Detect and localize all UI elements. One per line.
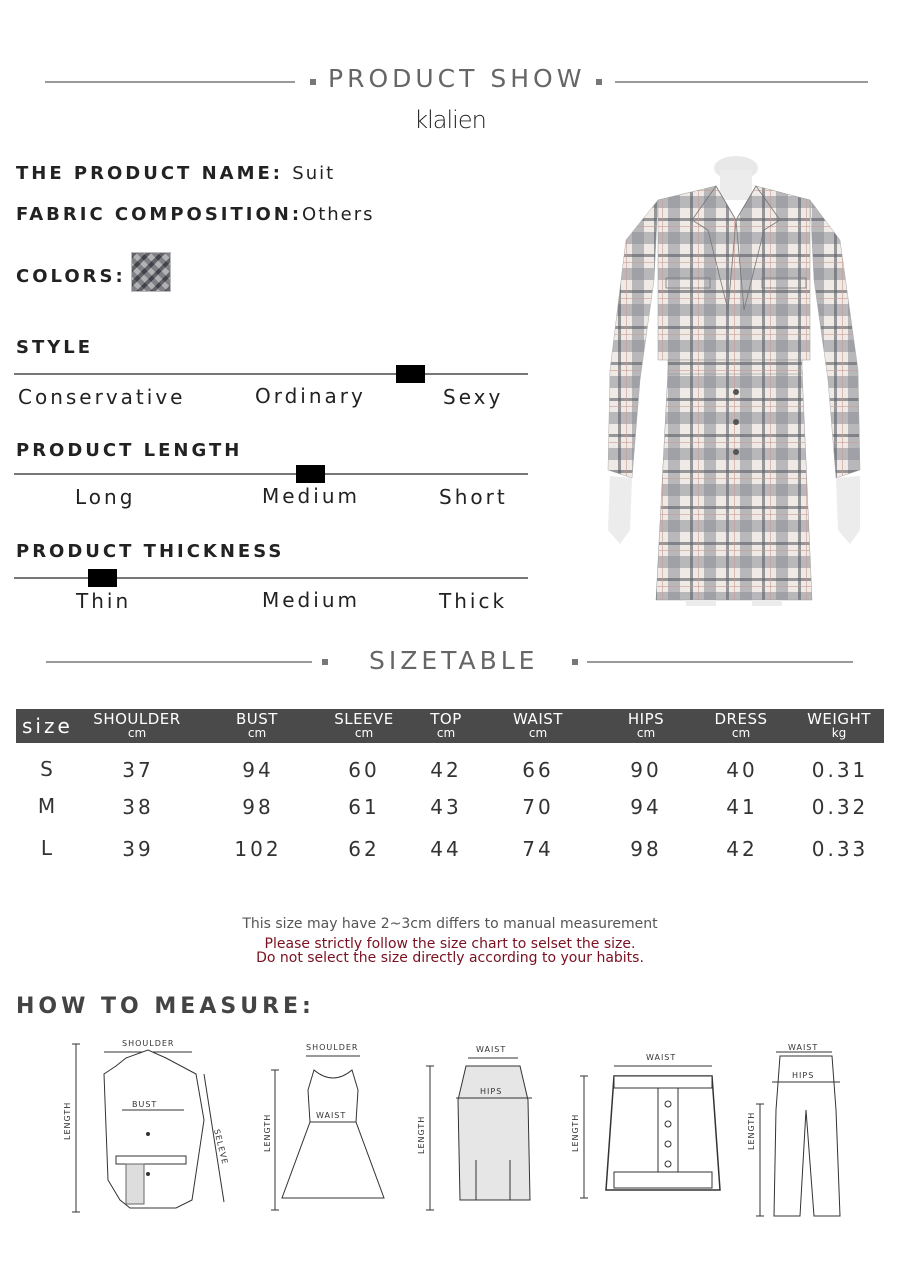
dress-measure-diagram	[260, 1030, 390, 1230]
table-cell: 44	[430, 837, 462, 861]
size-note-warning-2: Do not select the size directly according to your habits.	[256, 950, 644, 966]
length-label-long: Long	[75, 485, 136, 509]
col-header-shoulder: SHOULDER cm	[93, 710, 181, 740]
thickness-scale-title: PRODUCT THICKNESS	[16, 541, 285, 562]
length-label-medium: Medium	[262, 484, 360, 508]
dress-waist-label: WAIST	[316, 1111, 347, 1120]
jacket-shoulder-label: SHOULDER	[122, 1039, 175, 1048]
jacket-length-label: LENGTH	[63, 1101, 72, 1140]
section-title: PRODUCT SHOW	[328, 64, 586, 93]
sizetable-dot-right	[572, 659, 578, 665]
thickness-label-thick: Thick	[439, 589, 508, 613]
skirt-measure-diagram	[410, 1030, 550, 1230]
pants-measure-diagram	[748, 1030, 868, 1230]
table-cell: 90	[630, 758, 662, 782]
col-header-bust: BUST cm	[236, 710, 278, 740]
sizetable-rule-right	[587, 661, 853, 663]
header-rule-right	[615, 81, 868, 83]
size-column-header: size	[22, 714, 73, 738]
shorts-measure-diagram	[570, 1030, 730, 1230]
table-cell: 42	[430, 758, 462, 782]
shorts-length-label: LENGTH	[571, 1113, 580, 1152]
table-cell: 41	[726, 795, 758, 819]
table-cell: 0.33	[811, 837, 869, 861]
header-dot-left	[310, 79, 316, 85]
product-photo	[596, 160, 872, 606]
table-cell: 66	[522, 758, 554, 782]
style-label-sexy: Sexy	[443, 385, 504, 409]
fabric-row	[16, 204, 375, 225]
table-cell: 74	[522, 837, 554, 861]
thickness-scale-marker	[88, 569, 117, 587]
col-header-hips: HIPS cm	[627, 710, 665, 740]
style-scale-title: STYLE	[16, 337, 94, 358]
fabric-label: FABRIC COMPOSITION:	[16, 204, 303, 225]
table-cell: 38	[122, 795, 154, 819]
sizetable-title: SIZETABLE	[369, 646, 539, 675]
size-note-warning-1: Please strictly follow the size chart to selset the size.	[264, 936, 636, 952]
table-cell: 40	[726, 758, 758, 782]
col-header-top: TOP cm	[430, 710, 462, 740]
table-cell: 60	[348, 758, 380, 782]
table-cell: 61	[348, 795, 380, 819]
length-scale-line	[14, 473, 528, 475]
table-cell: 62	[348, 837, 380, 861]
style-scale-marker	[396, 365, 425, 383]
length-scale-marker	[296, 465, 325, 483]
product-name-row	[16, 163, 335, 184]
style-scale-line	[14, 373, 528, 375]
jacket-measure-diagram	[56, 1030, 236, 1230]
colors-label: COLORS:	[16, 266, 126, 287]
skirt-hips-label: HIPS	[480, 1087, 503, 1096]
col-header-waist: WAIST cm	[513, 710, 563, 740]
table-cell: 94	[242, 758, 274, 782]
header-rule-left	[45, 81, 295, 83]
table-cell: 0.32	[811, 795, 869, 819]
col-header-dress: DRESS cm	[714, 710, 768, 740]
size-cell: M	[37, 794, 59, 818]
size-cell: L	[40, 836, 56, 860]
table-cell: 37	[122, 758, 154, 782]
product-name-label: THE PRODUCT NAME:	[16, 163, 283, 184]
color-swatch-plaid[interactable]	[131, 252, 171, 292]
skirt-length-label: LENGTH	[417, 1115, 426, 1154]
style-label-conservative: Conservative	[18, 385, 186, 409]
shorts-waist-label: WAIST	[646, 1053, 677, 1062]
table-cell: 102	[234, 837, 282, 861]
header-dot-right	[596, 79, 602, 85]
pants-hips-label: HIPS	[792, 1071, 815, 1080]
how-to-measure-title: HOW TO MEASURE:	[16, 994, 315, 1019]
table-cell: 39	[122, 837, 154, 861]
thickness-label-thin: Thin	[76, 589, 132, 613]
thickness-label-medium: Medium	[262, 588, 360, 612]
table-cell: 70	[522, 795, 554, 819]
table-cell: 43	[430, 795, 462, 819]
skirt-waist-label: WAIST	[476, 1045, 507, 1054]
brand-logo: klalien	[414, 106, 486, 134]
pants-waist-label: WAIST	[788, 1043, 819, 1052]
table-cell: 0.31	[811, 758, 869, 782]
size-note-measurement: This size may have 2~3cm differs to manual measurement	[242, 916, 658, 932]
pants-length-label: LENGTH	[747, 1111, 756, 1150]
sizetable-rule-left	[46, 661, 312, 663]
table-cell: 98	[242, 795, 274, 819]
fabric-value: Others	[302, 204, 375, 225]
jacket-bust-label: BUST	[132, 1100, 158, 1109]
style-label-ordinary: Ordinary	[255, 384, 366, 408]
jacket-sleeve-label: SELEVE	[212, 1128, 230, 1166]
sizetable-dot-left	[322, 659, 328, 665]
table-cell: 98	[630, 837, 662, 861]
col-header-weight: WEIGHT kg	[807, 710, 871, 740]
dress-length-label: LENGTH	[263, 1113, 272, 1152]
table-cell: 94	[630, 795, 662, 819]
length-scale-title: PRODUCT LENGTH	[16, 440, 243, 461]
product-name-value: Suit	[292, 163, 336, 184]
size-cell: S	[40, 757, 56, 781]
table-cell: 42	[726, 837, 758, 861]
col-header-sleeve: SLEEVE cm	[334, 710, 394, 740]
length-label-short: Short	[439, 485, 508, 509]
dress-shoulder-label: SHOULDER	[306, 1043, 359, 1052]
